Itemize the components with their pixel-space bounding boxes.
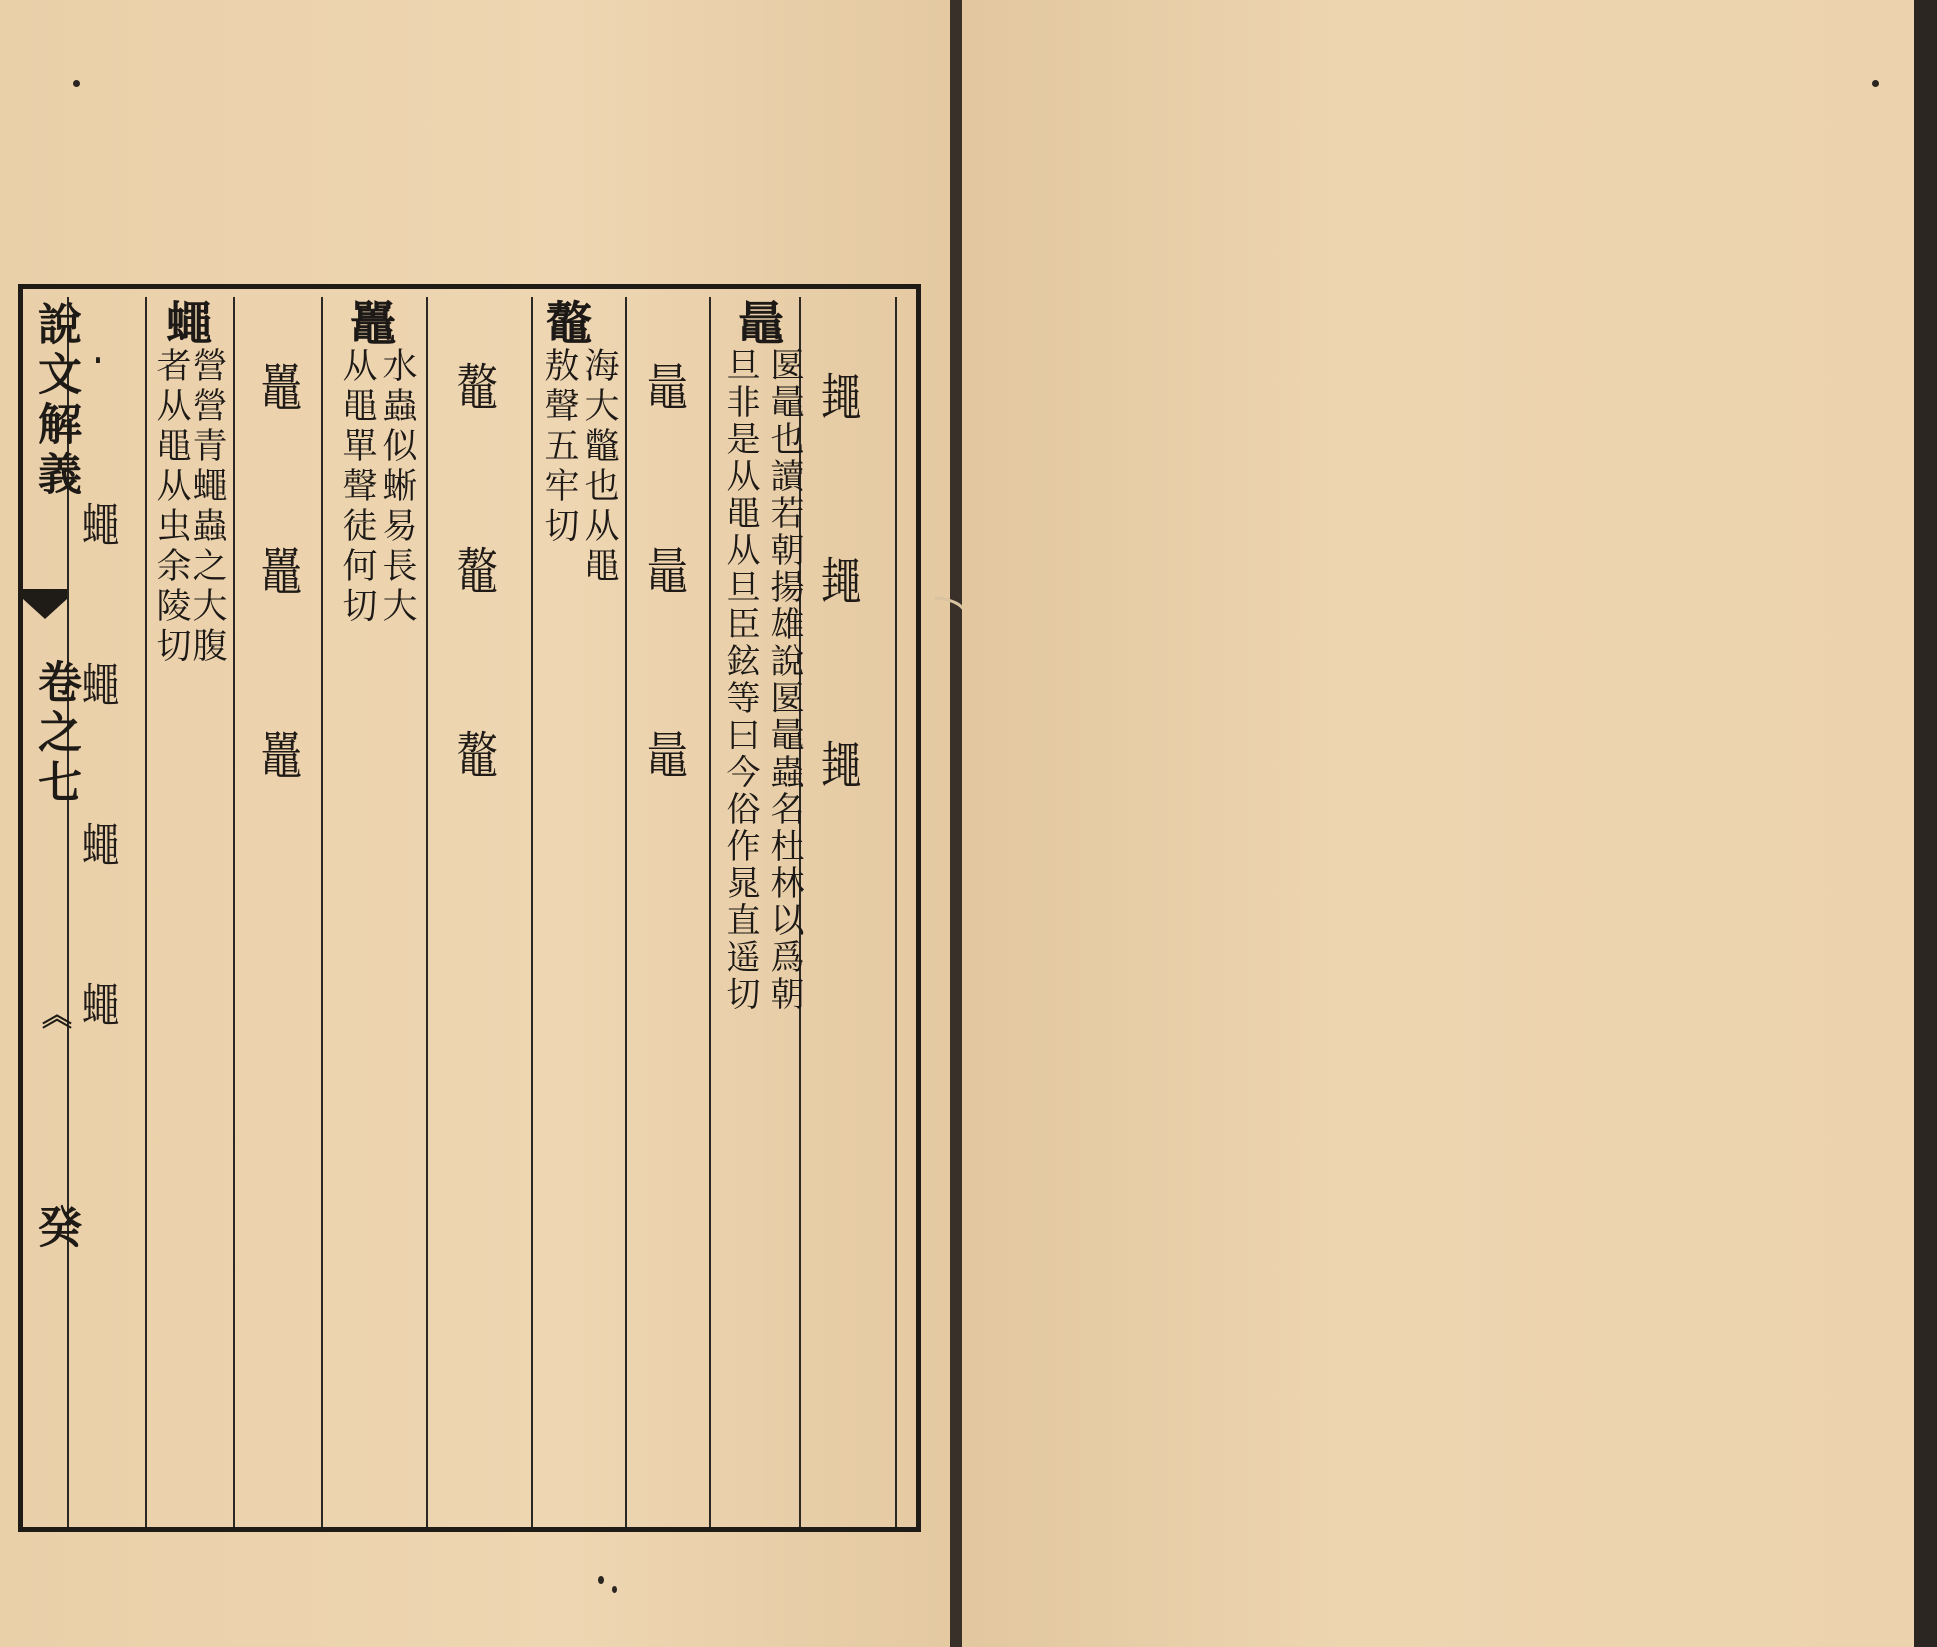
entry-definition-line-2: 敖聲五牢切 — [539, 347, 579, 547]
entry-definition-line-2: 旦非是从黽从旦臣鉉等曰今俗作晁直遥切 — [720, 347, 760, 1013]
entry-definition-line-2: 从黽單聲徒何切 — [337, 347, 377, 627]
seal-script-variants: 鼉 鼉 鼉 — [254, 361, 302, 817]
entry-definition-line-1: 水蟲似蜥易長大 — [377, 347, 417, 627]
left-margin-extra: 《 — [36, 999, 71, 1032]
entry-headword: 鼂 — [731, 299, 785, 349]
entry-definition-line-1: 海大鼈也从黽 — [579, 347, 619, 587]
right-edge-shadow — [1914, 0, 1937, 1647]
entry-headword: 鼉 — [343, 299, 397, 349]
entry-definition-line-1: 匽鼂也讀若朝揚雄說匽鼂蟲名杜林以爲朝 — [764, 347, 804, 1013]
fish-tail-mark — [23, 589, 67, 633]
entry-definition-line-2: 者从黽从虫余陵切 — [151, 347, 191, 667]
seal-script-variants: 鼂 鼂 鼂 — [640, 361, 688, 817]
right-page — [962, 0, 1914, 1647]
page-dot — [598, 1576, 604, 1584]
page-dot — [73, 80, 80, 87]
left-margin-page: 癸 — [30, 1204, 81, 1254]
seal-script-variants: 䵷 䵷 䵷 — [814, 371, 862, 827]
entry-headword: 鼇 — [539, 299, 593, 349]
entry-definition-line-1: 營營青蠅蟲之大腹 — [187, 347, 227, 667]
seal-script-variants: 鼇 鼇 鼇 — [450, 361, 498, 817]
left-margin-title: 說文解義 — [30, 301, 81, 501]
left-margin-volume: 卷之七 — [30, 659, 81, 809]
left-page — [0, 0, 950, 1647]
entry-headword: 蠅 — [159, 299, 213, 349]
book-gutter — [950, 0, 962, 1647]
left-text-frame — [18, 284, 921, 1532]
page-dot — [612, 1586, 617, 1593]
page-dot — [1872, 80, 1879, 87]
seal-script-variants: · 蠅 蠅 蠅 蠅 — [75, 333, 121, 1057]
